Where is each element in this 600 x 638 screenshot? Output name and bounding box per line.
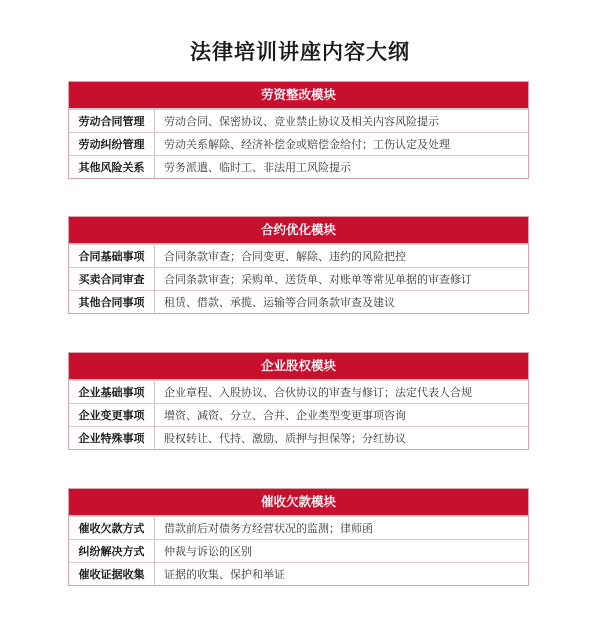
row-label: 企业基础事项 (69, 381, 155, 403)
row-label: 催收欠款方式 (69, 517, 155, 539)
row-label: 催收证据收集 (69, 563, 155, 585)
row-label: 劳动合同管理 (69, 110, 155, 132)
row-label: 其他风险关系 (69, 156, 155, 178)
row-description: 合同条款审查；合同变更、解除、违约的风险把控 (164, 250, 406, 263)
table-row (69, 267, 528, 290)
page-title: 法律培训讲座内容大纲 (190, 40, 410, 64)
row-label: 劳动纠纷管理 (69, 133, 155, 155)
table-row (69, 426, 528, 449)
section-header: 劳资整改模块 (69, 82, 528, 109)
section-header: 企业股权模块 (69, 353, 528, 380)
section-equity (68, 352, 529, 450)
section-header: 合约优化模块 (69, 217, 528, 244)
row-description: 借款前后对债务方经营状况的监测；律师函 (164, 522, 373, 535)
section-contract (68, 216, 529, 314)
row-label: 企业变更事项 (69, 404, 155, 426)
row-description: 劳动合同、保密协议、竞业禁止协议及相关内容风险提示 (164, 115, 439, 128)
row-description: 股权转让、代持、激励、质押与担保等；分红协议 (164, 432, 406, 445)
row-label: 纠纷解决方式 (69, 540, 155, 562)
section-debt-collection (68, 488, 529, 586)
row-description: 租赁、借款、承揽、运输等合同条款审查及建议 (164, 296, 395, 309)
table-row (69, 290, 528, 313)
table-row (69, 155, 528, 178)
row-description: 劳务派遣、临时工、非法用工风险提示 (164, 161, 351, 174)
row-description: 增资、减资、分立、合并、企业类型变更事项咨询 (164, 409, 406, 422)
table-row (69, 244, 528, 267)
row-description: 仲裁与诉讼的区别 (164, 545, 252, 558)
row-label: 企业特殊事项 (69, 427, 155, 449)
row-description: 证据的收集、保护和举证 (164, 568, 285, 581)
table-row (69, 380, 528, 403)
row-label: 合同基础事项 (69, 245, 155, 267)
row-description: 劳动关系解除、经济补偿金或赔偿金给付；工伤认定及处理 (164, 138, 450, 151)
row-description: 合同条款审查；采购单、送货单、对账单等常见单据的审查修订 (164, 273, 472, 286)
row-label: 其他合同事项 (69, 291, 155, 313)
table-row (69, 132, 528, 155)
table-row (69, 539, 528, 562)
table-row (69, 403, 528, 426)
table-row (69, 516, 528, 539)
table-row (69, 109, 528, 132)
row-description: 企业章程、入股协议、合伙协议的审查与修订；法定代表人合规 (164, 386, 472, 399)
section-header: 催收欠款模块 (69, 489, 528, 516)
row-label: 买卖合同审查 (69, 268, 155, 290)
table-row (69, 562, 528, 585)
section-labor (68, 81, 529, 179)
